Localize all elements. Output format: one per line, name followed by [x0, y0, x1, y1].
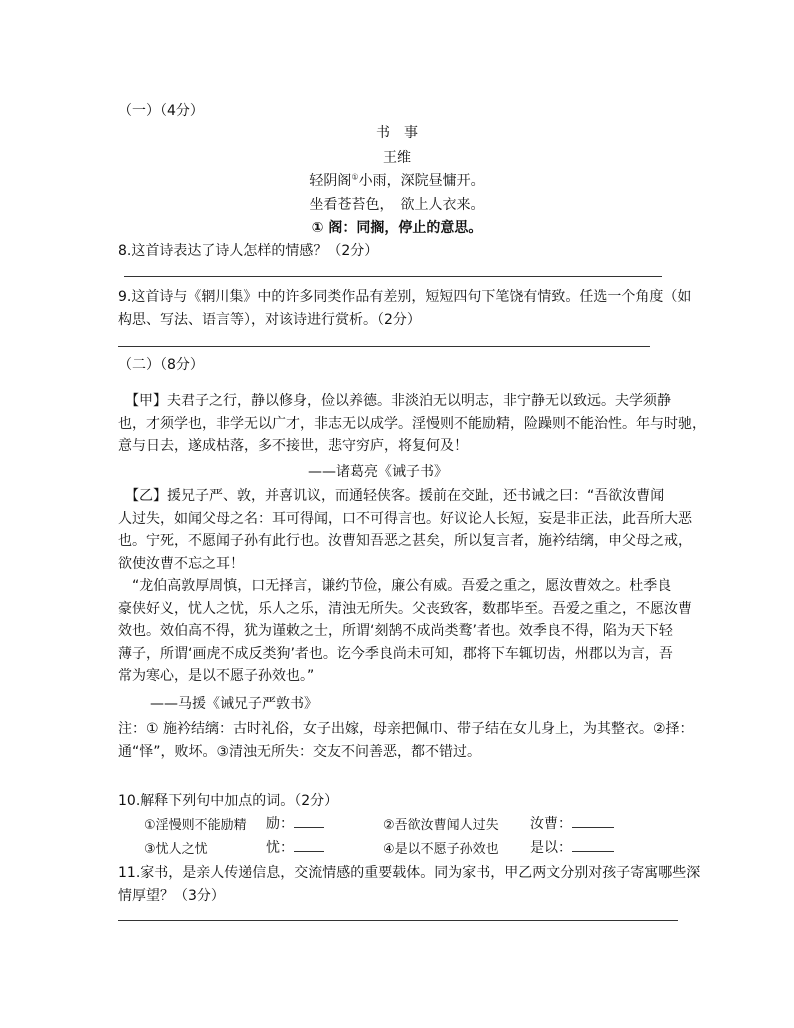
passage-yi-line: 欲使汝曹不忘之耳！ — [118, 555, 244, 572]
poem-author: 王维 — [383, 150, 411, 166]
passage-yi-line: 薄子，所谓‘画虎不成反类狗’者也。讫今季良尚未可知，郡将下车辄切齿，州郡以为言，吾 — [118, 645, 673, 662]
q10-sentence-1: ①淫慢则不能励精 — [144, 818, 247, 833]
q10-word-2: 汝曹： — [530, 816, 572, 832]
q10-answer-blank-1[interactable] — [294, 813, 324, 828]
q10-answer-blank-3[interactable] — [294, 837, 324, 852]
question-10: 10.解释下列句中加点的词。（2分） — [118, 793, 339, 809]
q10-sentence-2: ②吾欲汝曹闻人过失 — [383, 818, 499, 833]
question-11-line-1: 11.家书，是亲人传递信息，交流情感的重要载体。同为家书，甲乙两文分别对孩子寄寓哪些深 — [118, 865, 701, 881]
passage-yi-source: ——马援《诫兄子严敦书》 — [150, 696, 318, 712]
passage-yi-line: 【乙】援兄子严、敦，并喜讥议，而通轻侠客。援前在交趾，还书诫之曰：“吾欲汝曹闻 — [118, 488, 665, 504]
q10-blank-3 — [266, 837, 324, 857]
q10-answer-blank-2[interactable] — [572, 813, 614, 828]
q10-sentence-4: ④是以不愿子孙效也 — [383, 842, 499, 857]
poem-line-1-a: 轻阴阁 — [309, 173, 352, 189]
passage-yi-line: “龙伯高敦厚周慎，口无择言，谦约节俭，廉公有威。吾爱之重之，愿汝曹效之。杜季良 — [118, 578, 672, 594]
section1-header: （一）（4分） — [118, 103, 204, 119]
question-8: 8.这首诗表达了诗人怎样的情感？（2分） — [118, 243, 379, 259]
passage-yi-line: 豪侠好义，忧人之忧，乐人之乐，清浊无所失。父丧致客，数郡毕至。吾爱之重之，不愿汝曹 — [118, 600, 692, 617]
q10-blank-2 — [530, 813, 614, 833]
passage-jia-line: 也，才须学也，非学无以广才，非志无以成学。淫慢则不能励精，险躁则不能治性。年与时驰， — [118, 415, 706, 432]
poem-line-2: 坐看苍苔色， 欲上人衣来。 — [309, 197, 485, 213]
question-9-line-1: 9.这首诗与《辋川集》中的许多同类作品有差别，短短四句下笔饶有情致。任选一个角度（如 — [118, 289, 692, 305]
q10-sentence-3: ③忧人之忧 — [144, 842, 208, 857]
passage-jia-source: ——诸葛亮《诫子书》 — [308, 464, 448, 480]
passage-yi-line: 也。宁死，不愿闻子孙有此行也。汝曹知吾恶之甚矣，所以复言者，施衿结缡，申父母之戒， — [118, 533, 692, 549]
q10-word-4: 是以： — [530, 840, 572, 856]
answer-line-q9[interactable] — [118, 346, 650, 347]
section2-header: （二）（8分） — [118, 357, 204, 373]
poem-line-1 — [0, 170, 794, 190]
passage-jia-line: 【甲】夫君子之行，静以修身，俭以养德。非淡泊无以明志，非宁静无以致远。夫学须静 — [118, 393, 671, 409]
passage-jia-line: 意与日去，遂成枯落，多不接世，悲守穷庐，将复何及！ — [118, 438, 468, 454]
answer-line-q8[interactable] — [124, 276, 662, 277]
poem-line-1-b: 小雨，深院昼慵开。 — [358, 173, 485, 189]
passage-yi-line: 人过失，如闻父母之名：耳可得闻，口不可得言也。好议论人长短，妄是非正法，此吾所大恶 — [118, 510, 692, 527]
q10-blank-1 — [266, 813, 324, 833]
annotations — [118, 718, 694, 763]
passage-yi-line: 效也。效伯高不得，犹为谨敕之士，所谓‘刻鹄不成尚类鹜’者也。效季良不得，陷为天下轻 — [118, 623, 673, 639]
q10-blank-4 — [530, 837, 614, 857]
q10-word-1: 励： — [266, 816, 294, 832]
passage-jia — [118, 390, 706, 458]
q10-answer-blank-4[interactable] — [572, 837, 614, 852]
poem-title: 书 事 — [376, 125, 418, 141]
passage-yi-line: 常为寒心，是以不愿子孙效也。” — [118, 668, 315, 684]
passage-yi — [118, 485, 692, 688]
question-11-line-2: 情厚望？（3分） — [118, 888, 225, 904]
question-9-line-2: 构思、写法、语言等），对该诗进行赏析。（2分） — [118, 312, 421, 328]
annotation-line: 注：① 施衿结缡：古时礼俗，女子出嫁，母亲把佩巾、带子结在女儿身上，为其整衣。②择： — [118, 721, 694, 737]
poem-note: ① 阁：同搁，停止的意思。 — [311, 220, 483, 236]
answer-line-q11[interactable] — [118, 920, 678, 921]
annotation-line: 通“怿”，败坏。③清浊无所失：交友不问善恶，都不错过。 — [118, 743, 482, 760]
poem-footnote-marker: ① — [351, 172, 359, 182]
q10-word-3: 忧： — [266, 840, 294, 856]
